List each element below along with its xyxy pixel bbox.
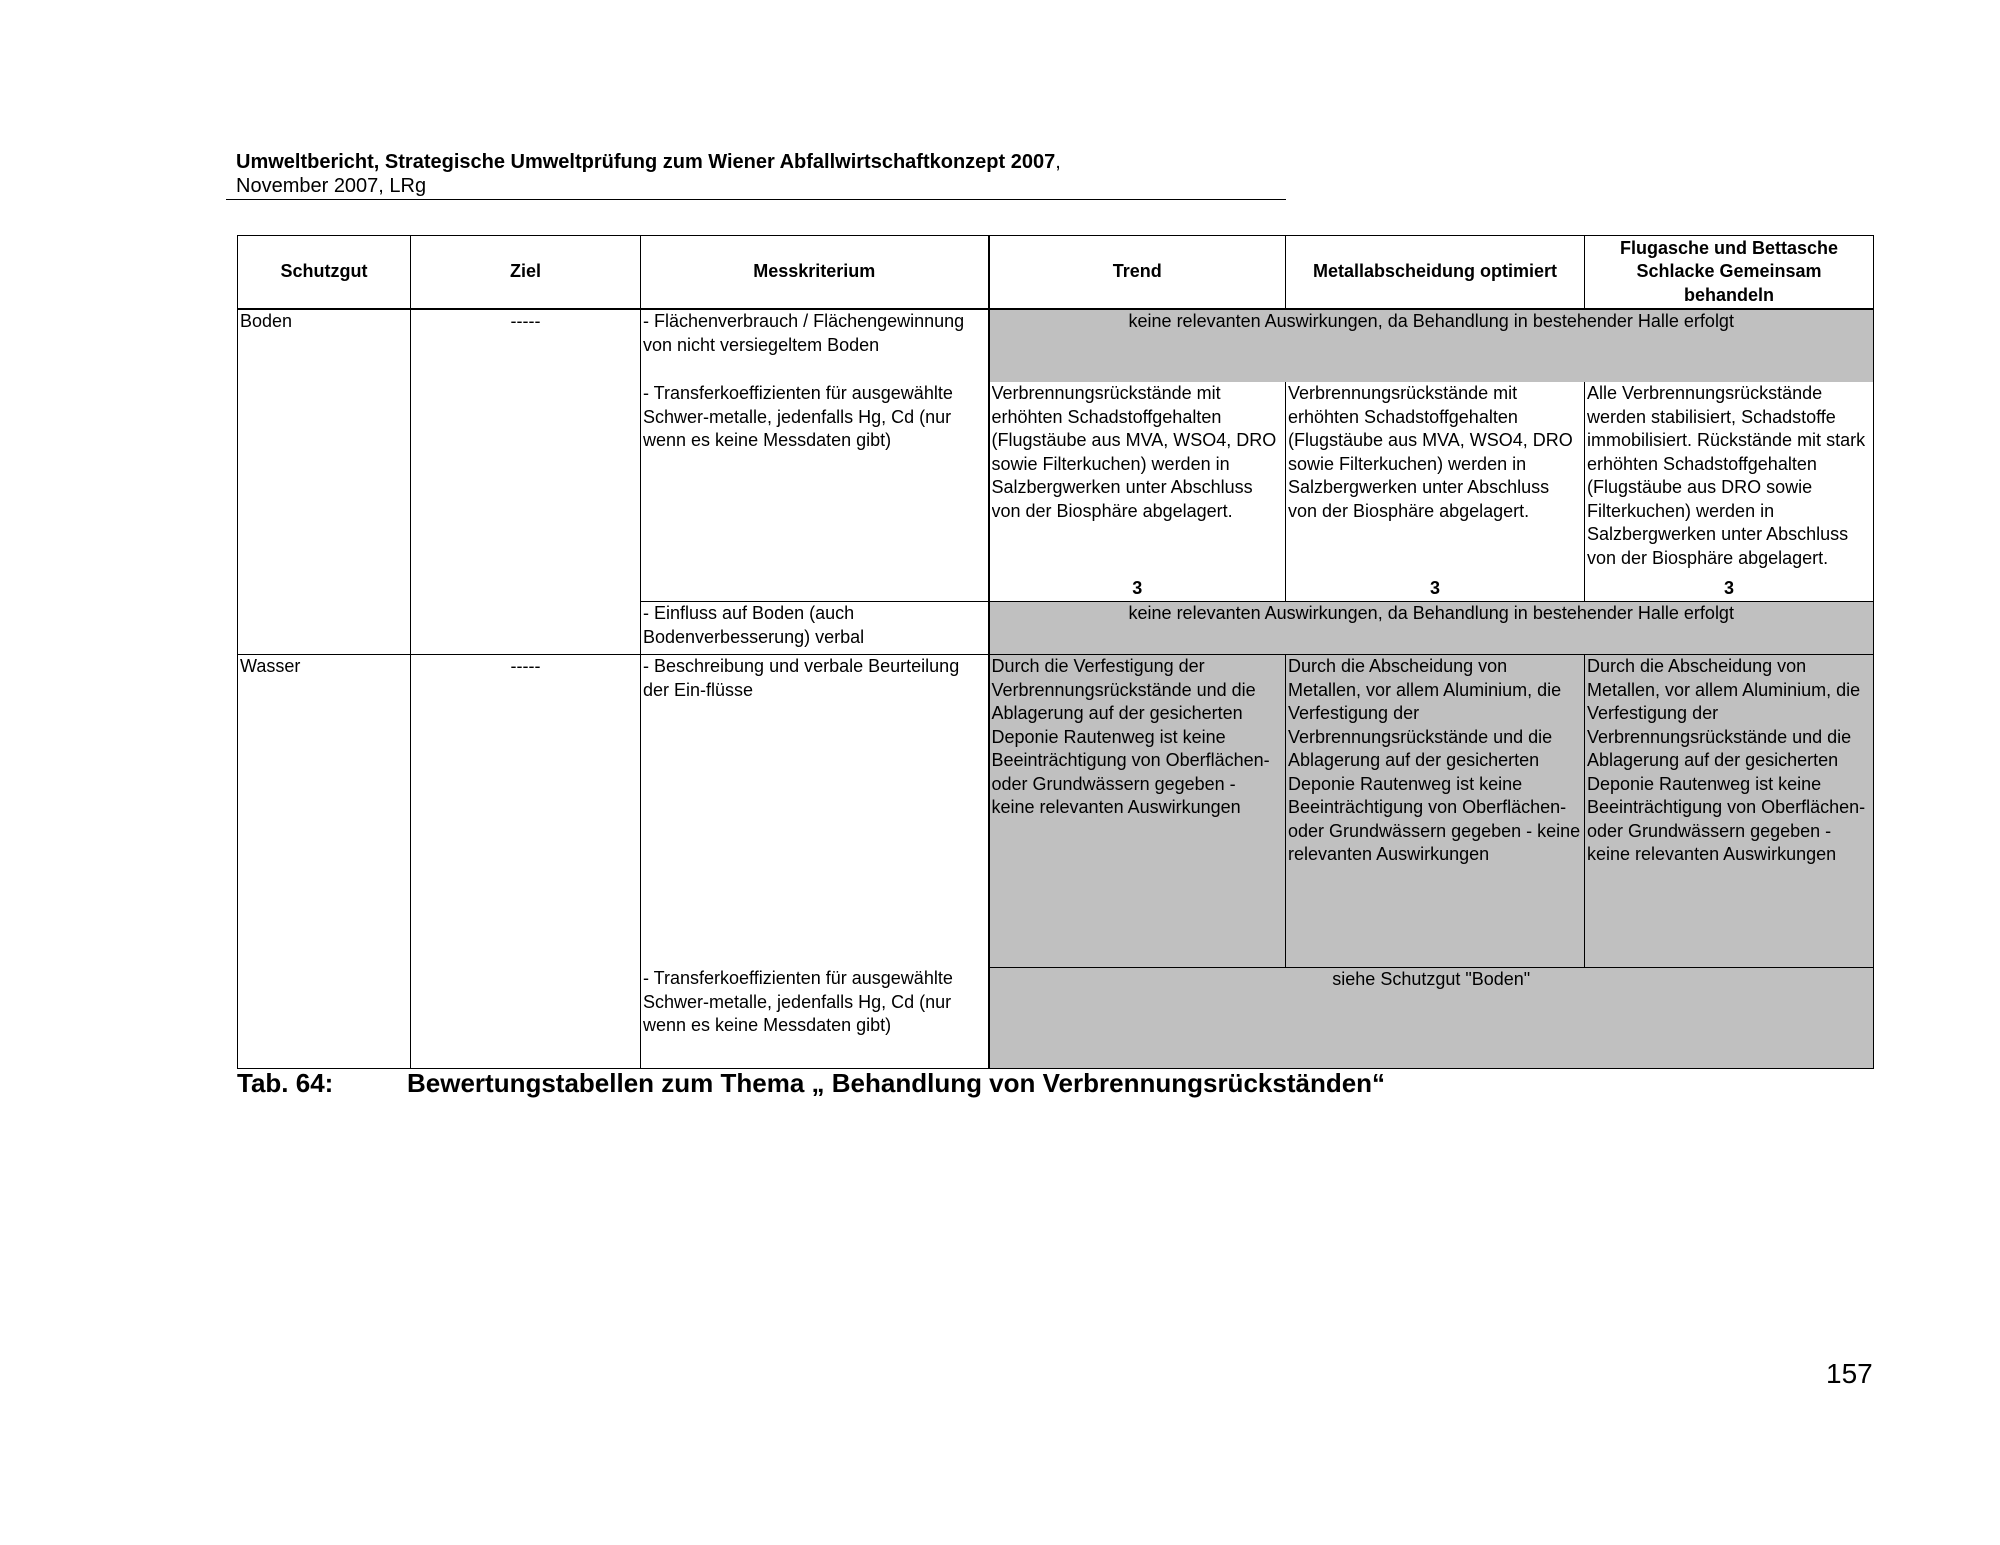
header-rule: [226, 199, 1286, 200]
table-header-row: [238, 236, 1874, 310]
table-caption: [237, 1068, 1385, 1098]
ziel-boden: -----: [411, 309, 641, 655]
criterion-flaechenverbrauch: - Flächenverbrauch / Flächengewinnung von nicht versiegeltem Boden: [641, 309, 989, 382]
evaluation-table: [237, 235, 1874, 1069]
header-flugasche: Flugasche und Bettasche Schlacke Gemeinsam behandeln: [1585, 236, 1874, 310]
header-ziel: Ziel: [411, 236, 641, 310]
flug-wasser-text: Durch die Abscheidung von Metallen, vor allem Aluminium, die Verfestigung der Verbrennungsrückstände und die Ablagerung auf der gesicherten Deponie Rautenweg ist keine Beeinträchtigung von Oberflächen- oder Grundwässern gegeben - keine relevanten Auswirkungen: [1585, 655, 1874, 968]
document-title-text: Umweltbericht, Strategische Umweltprüfung zum Wiener Abfallwirtschaftkonzept 2007: [236, 151, 1056, 173]
trend-wasser-text: Durch die Verfestigung der Verbrennungsrückstände und die Ablagerung auf der gesicherten Deponie Rautenweg ist keine Beeinträchtigung von Oberflächen- oder Grundwässern gegeben - keine relevanten Auswirkungen: [989, 655, 1286, 968]
caption-text: Bewertungstabellen zum Thema „ Behandlung von Verbrennungsrückständen“: [407, 1068, 1386, 1098]
trend-boden-text-inner: Verbrennungsrückstände mit erhöhten Schadstoffgehalten (Flugstäube aus MVA, WSO4, DRO sowie Filterkuchen) werden in Salzbergwerken unter Abschluss von der Biosphäre abgelagert.: [991, 383, 1277, 521]
criterion-transferkoeffizienten: - Transferkoeffizienten für ausgewählte Schwer-metalle, jedenfalls Hg, Cd (nur wenn es keine Messdaten gibt): [641, 382, 989, 602]
header-trend: Trend: [989, 236, 1286, 310]
document-subtitle: November 2007, LRg: [236, 175, 427, 197]
metall-wasser-text: Durch die Abscheidung von Metallen, vor allem Aluminium, die Verfestigung der Verbrennungsrückstände und die Ablagerung auf der gesicherten Deponie Rautenweg ist keine Beeinträchtigung von Oberflächen- oder Grundwässern gegeben - keine relevanten Auswirkungen: [1286, 655, 1585, 968]
caption-label: Tab. 64:: [237, 1068, 334, 1098]
metall-boden-text-inner: Verbrennungsrückstände mit erhöhten Schadstoffgehalten (Flugstäube aus MVA, WSO4, DRO sowie Filterkuchen) werden in Salzbergwerken unter Abschluss von der Biosphäre abgelagert.: [1288, 383, 1573, 521]
table-row: [238, 655, 1874, 968]
ziel-wasser: -----: [411, 655, 641, 1069]
schutzgut-boden: Boden: [238, 309, 411, 655]
trend-boden-text: [989, 382, 1286, 577]
merged-result-wasser-2: siehe Schutzgut "Boden": [989, 967, 1874, 1069]
score-trend: 3: [989, 577, 1286, 602]
score-metall: 3: [1286, 577, 1585, 602]
merged-result-boden-3: keine relevanten Auswirkungen, da Behandlung in bestehender Halle erfolgt: [989, 602, 1874, 655]
criterion-transferkoeffizienten-wasser: - Transferkoeffizienten für ausgewählte Schwer-metalle, jedenfalls Hg, Cd (nur wenn es keine Messdaten gibt): [641, 967, 989, 1069]
header-messkriterium: Messkriterium: [641, 236, 989, 310]
document-header: [236, 150, 1286, 198]
flug-boden-text-inner: Alle Verbrennungsrückstände werden stabilisiert, Schadstoffe immobilisiert. Rückstände mit stark erhöhten Schadstoffgehalten (Flugstäube aus DRO sowie Filterkuchen) werden in Salzbergwerken unter Abschluss von der Biosphäre abgelagert.: [1587, 383, 1866, 568]
table-row: [238, 309, 1874, 382]
document-title-suffix: ,: [1055, 151, 1061, 173]
header-schutzgut: Schutzgut: [238, 236, 411, 310]
criterion-beschreibung: - Beschreibung und verbale Beurteilung der Ein-flüsse: [641, 655, 989, 968]
criterion-einfluss-boden: - Einfluss auf Boden (auch Bodenverbesserung) verbal: [641, 602, 989, 655]
metall-boden-text: [1286, 382, 1585, 577]
header-metallabscheidung: Metallabscheidung optimiert: [1286, 236, 1585, 310]
flug-boden-text: [1585, 382, 1874, 577]
merged-result-boden-1: keine relevanten Auswirkungen, da Behandlung in bestehender Halle erfolgt: [989, 309, 1874, 382]
schutzgut-wasser: Wasser: [238, 655, 411, 1069]
score-flug: 3: [1585, 577, 1874, 602]
page-number: 157: [1826, 1358, 1873, 1389]
document-title: [236, 150, 1286, 174]
